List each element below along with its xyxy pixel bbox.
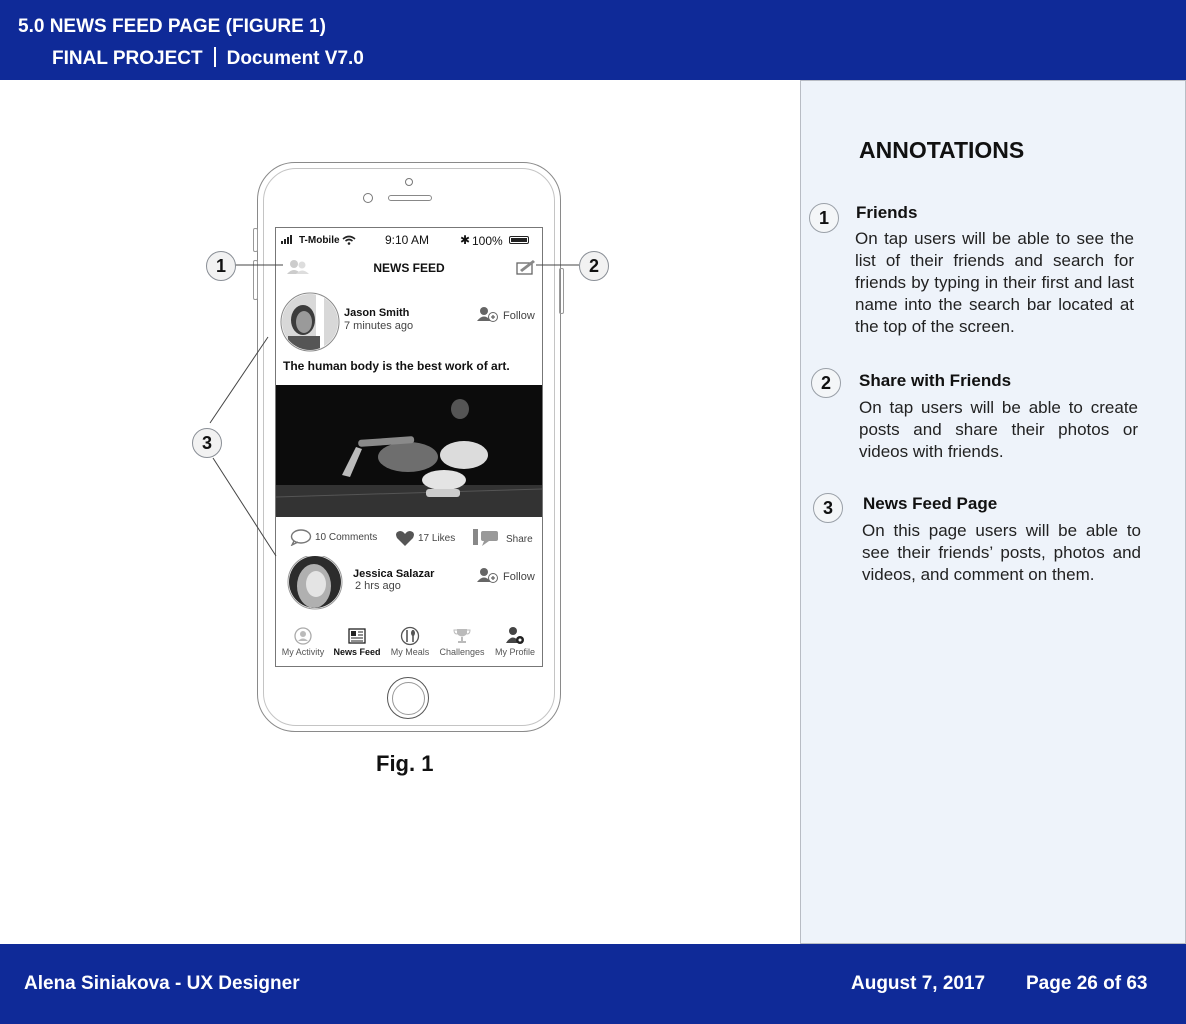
likes-count[interactable]: 17 Likes [418,533,456,544]
annotation-heading: Share with Friends [859,371,1012,390]
carrier-name: T-Mobile [299,235,340,246]
screen-title: NEWS FEED [373,261,445,275]
page-number: Page 26 of 63 [1026,973,1148,994]
callout-line-3a [210,337,268,423]
share-button[interactable]: Share [506,534,533,545]
annotation-number: 2 [811,368,841,398]
comments-count[interactable]: 10 Comments [315,532,378,543]
footer-author: Alena Siniakova - UX Designer [24,973,300,994]
project-name: FINAL PROJECT [52,48,203,69]
follow-button[interactable]: Follow [503,571,535,583]
annotations-title: ANNOTATIONS [859,137,1025,163]
annotation-number: 1 [809,203,839,233]
callout-3: 3 [192,428,222,458]
footer-date: August 7, 2017 [851,973,986,994]
annotation-text: On tap users will be able to see the list of their friends and search for friends by typing in their first and last name into the search bar located at the top of the screen. [855,229,1134,336]
post-author[interactable]: Jessica Salazar [353,568,435,580]
callout-line-3b [213,458,276,556]
nav-label: News Feed [333,647,381,657]
annotation-heading: Friends [856,203,918,222]
clock-time: 9:10 AM [385,233,430,247]
post-time: 2 hrs ago [355,580,401,592]
nav-label: My Activity [281,647,325,657]
annotation-text: On tap users will be able to create posts and share their photos or videos with friends. [859,398,1138,461]
nav-label: My Meals [390,647,430,657]
annotation-text: On this page users will be able to see their friends’ posts, photos and videos, and comment on them. [862,521,1141,584]
post-text: The human body is the best work of art. [283,359,510,373]
callout-1: 1 [206,251,236,281]
post-time: 7 minutes ago [344,320,414,332]
battery-percent: 100% [472,234,503,248]
callout-2: 2 [579,251,609,281]
nav-label: Challenges [439,647,485,657]
annotation-number: 3 [813,493,843,523]
document-version: Document V7.0 [226,48,364,69]
nav-label: My Profile [494,647,535,657]
follow-button[interactable]: Follow [503,310,535,322]
annotation-heading: News Feed Page [863,494,998,513]
bluetooth-icon: ✱ [460,233,471,247]
section-title: 5.0 NEWS FEED PAGE (FIGURE 1) [18,16,326,37]
post-author[interactable]: Jason Smith [344,307,410,319]
page-footer [0,944,1186,1024]
figure-caption: Fig. 1 [376,751,434,776]
